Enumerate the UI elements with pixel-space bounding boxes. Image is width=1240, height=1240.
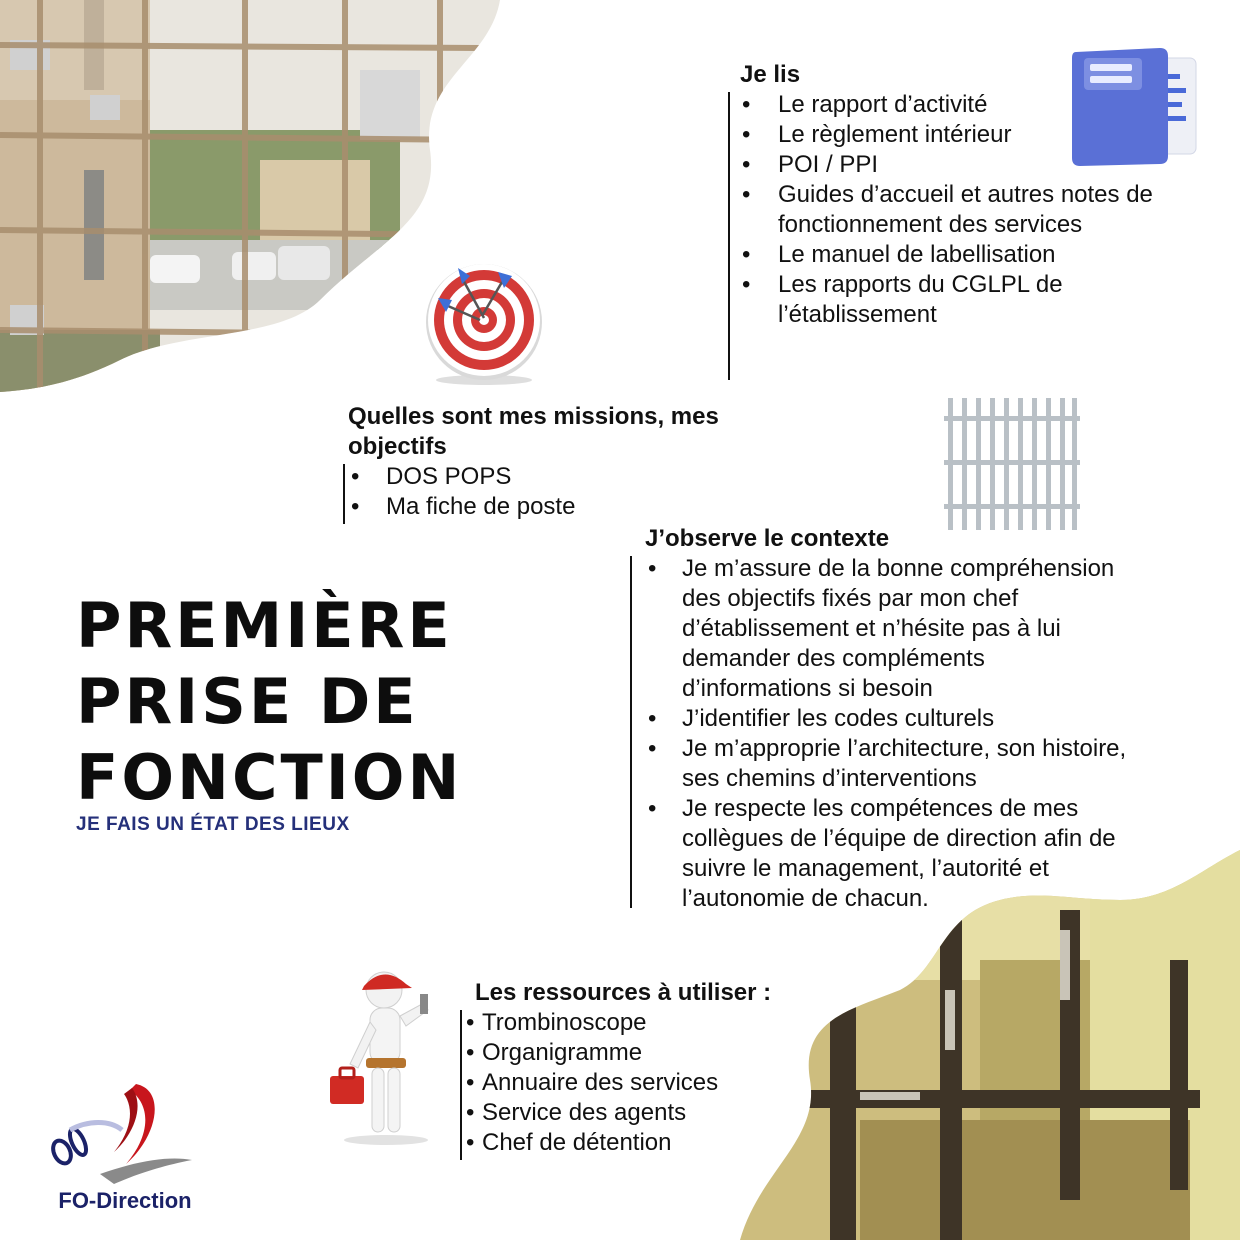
bullet: • <box>742 271 751 298</box>
list-item <box>351 462 723 492</box>
missions-list <box>351 462 723 522</box>
prison-bars-icon <box>944 398 1080 530</box>
list-item-text: Je m’approprie l’architecture, son histoire, ses chemins d’interventions <box>682 735 1127 792</box>
bullet: • <box>742 241 751 268</box>
list-item <box>466 1068 840 1098</box>
contexte-section <box>630 524 1140 914</box>
bullet: • <box>466 1129 475 1156</box>
list-item-text: DOS POPS <box>386 463 512 490</box>
list-item <box>742 240 1168 270</box>
list-item-text: Guides d’accueil et autres notes de fonctionnement des services <box>778 181 1153 238</box>
list-item-text: Le règlement intérieur <box>778 121 1012 148</box>
list-item <box>466 1098 840 1128</box>
fo-direction-logo-mark <box>40 1080 210 1190</box>
list-item <box>351 492 723 522</box>
je-lis-list <box>742 90 1168 330</box>
contexte-divider <box>630 556 632 908</box>
list-item-text: Chef de détention <box>482 1129 672 1156</box>
je-lis-section <box>728 60 1168 330</box>
title-line: FONCTION <box>76 741 463 814</box>
bullet: • <box>742 91 751 118</box>
list-item <box>648 554 1140 704</box>
je-lis-divider <box>728 92 730 380</box>
missions-heading: Quelles sont mes missions, mes objectifs <box>348 403 719 460</box>
bullet: • <box>742 121 751 148</box>
list-item <box>742 180 1168 240</box>
list-item <box>466 1008 840 1038</box>
list-item-text: Ma fiche de poste <box>386 493 576 520</box>
bullet: • <box>648 795 657 822</box>
title-line: PRISE DE <box>76 665 419 738</box>
page-title <box>76 588 462 816</box>
page-subtitle: JE FAIS UN ÉTAT DES LIEUX <box>76 814 350 835</box>
bullet: • <box>648 555 657 582</box>
ressources-heading: Les ressources à utiliser : <box>475 979 772 1006</box>
list-item-text: Les rapports du CGLPL de l’établissement <box>778 271 1063 328</box>
missions-section <box>343 402 723 522</box>
bullet: • <box>466 1039 475 1066</box>
list-item-text: Je m’assure de la bonne compréhension des objectifs fixés par mon chef d’établissement et n’hésite pas à lui demander des compléments d’informations si besoin <box>682 555 1115 702</box>
bullet: • <box>742 181 751 208</box>
bullet: • <box>742 151 751 178</box>
logo-text: FO-Direction <box>58 1188 192 1213</box>
list-item-text: Le rapport d’activité <box>778 91 988 118</box>
ressources-section <box>460 978 840 1158</box>
list-item-text: Annuaire des services <box>482 1069 719 1096</box>
list-item <box>648 704 1140 734</box>
bullet: • <box>351 463 360 490</box>
worker-toolbox-icon <box>326 964 442 1146</box>
bullet: • <box>466 1009 475 1036</box>
bullet: • <box>466 1069 475 1096</box>
ressources-divider <box>460 1010 462 1160</box>
contexte-heading: J’observe le contexte <box>645 525 890 552</box>
title-line: PREMIÈRE <box>76 589 453 662</box>
list-item-text: Je respecte les compétences de mes collègues de l’équipe de direction afin de suivre le management, l’autorité et l’autonomie de chacun. <box>682 795 1116 912</box>
list-item-text: Organigramme <box>482 1039 643 1066</box>
je-lis-heading: Je lis <box>740 61 801 88</box>
list-item <box>742 150 1168 180</box>
bullet: • <box>466 1099 475 1126</box>
bullet: • <box>351 493 360 520</box>
list-item-text: Service des agents <box>482 1099 687 1126</box>
list-item-text: Trombinoscope <box>482 1009 647 1036</box>
list-item <box>742 270 1168 330</box>
contexte-list <box>648 554 1140 914</box>
list-item <box>742 120 1168 150</box>
fo-direction-logo <box>40 1080 210 1230</box>
list-item <box>648 734 1140 794</box>
bullet: • <box>648 705 657 732</box>
bullet: • <box>648 735 657 762</box>
list-item-text: Le manuel de labellisation <box>778 241 1056 268</box>
list-item <box>742 90 1168 120</box>
ressources-list <box>466 1008 840 1158</box>
list-item-text: POI / PPI <box>778 151 879 178</box>
list-item-text: J’identifier les codes culturels <box>682 705 995 732</box>
list-item <box>466 1038 840 1068</box>
list-item <box>648 794 1140 914</box>
missions-divider <box>343 464 345 524</box>
list-item <box>466 1128 840 1158</box>
dartboard-target-icon <box>418 262 554 388</box>
